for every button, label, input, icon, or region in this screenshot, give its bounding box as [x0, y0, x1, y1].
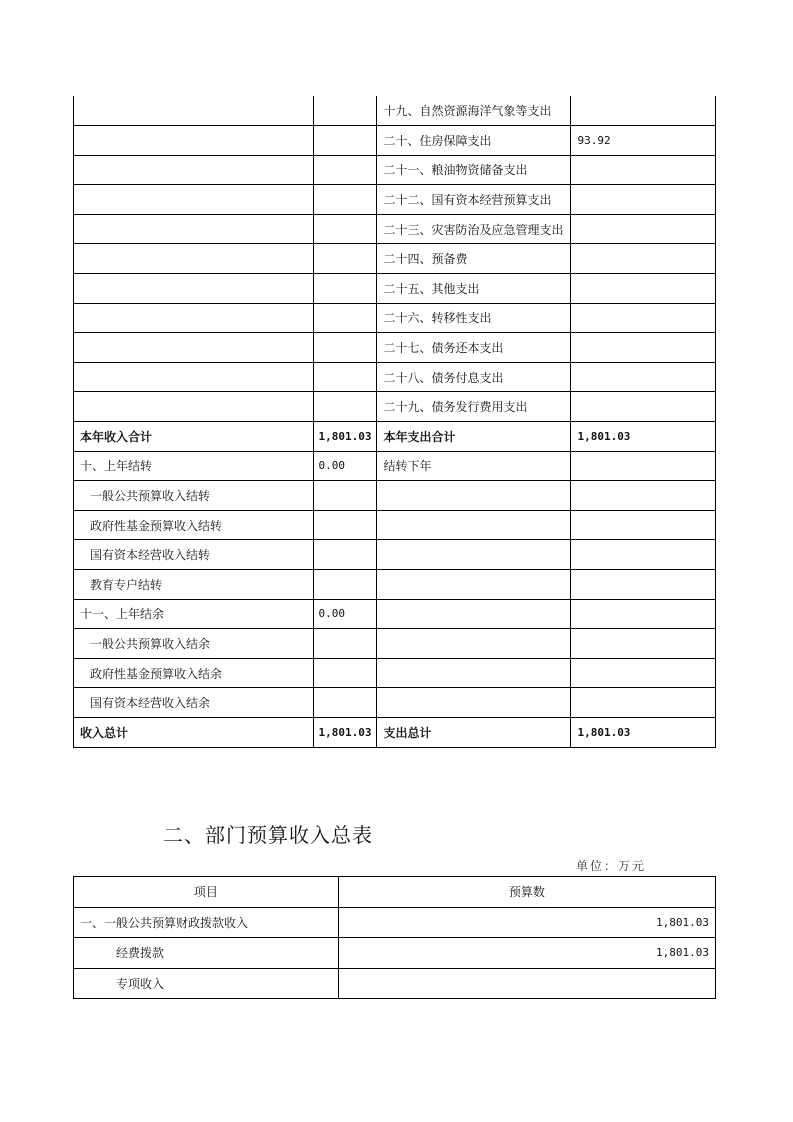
expense-item-cell: 二十二、国有资本经营预算支出 [377, 185, 571, 215]
expense-item-cell [377, 688, 571, 718]
table-row [74, 968, 716, 999]
income-item-cell [74, 244, 314, 274]
income-item-cell: 本年收入合计 [74, 422, 314, 452]
income-amount-cell [314, 185, 377, 215]
expense-item-cell [377, 599, 571, 629]
income-item-cell [74, 96, 314, 126]
expense-amount-cell [571, 570, 716, 600]
table-row-grand-total [74, 717, 716, 747]
expense-item-cell: 二十八、债务付息支出 [377, 362, 571, 392]
income-amount-cell [314, 244, 377, 274]
header-amount: 预算数 [338, 877, 715, 908]
table-row [74, 570, 716, 600]
expense-item-cell: 二十七、债务还本支出 [377, 333, 571, 363]
item-cell: 经费拨款 [74, 938, 339, 969]
expense-item-cell [377, 510, 571, 540]
expense-item-cell: 十九、自然资源海洋气象等支出 [377, 96, 571, 126]
income-item-cell [74, 333, 314, 363]
income-amount-cell [314, 362, 377, 392]
income-item-cell [74, 362, 314, 392]
table-row [74, 540, 716, 570]
expense-amount-cell: 93.92 [571, 126, 716, 156]
income-amount-cell [314, 303, 377, 333]
expense-amount-cell [571, 540, 716, 570]
income-item-cell: 十、上年结转 [74, 451, 314, 481]
expense-item-cell: 二十、住房保障支出 [377, 126, 571, 156]
expense-item-cell: 结转下年 [377, 451, 571, 481]
table-row [74, 155, 716, 185]
table-row [74, 599, 716, 629]
income-amount-cell [314, 570, 377, 600]
income-amount-cell [314, 510, 377, 540]
income-item-cell: 一般公共预算收入结余 [74, 629, 314, 659]
expense-item-cell: 本年支出合计 [377, 422, 571, 452]
income-amount-cell [314, 629, 377, 659]
item-cell: 专项收入 [74, 968, 339, 999]
expense-amount-cell [571, 392, 716, 422]
amount-cell: 1,801.03 [338, 907, 715, 938]
table-row [74, 938, 716, 969]
income-summary-table [73, 876, 716, 999]
expense-amount-cell [571, 214, 716, 244]
table-row [74, 333, 716, 363]
section-title: 二、部门预算收入总表 [163, 823, 373, 847]
income-amount-cell [314, 481, 377, 511]
table-row [74, 392, 716, 422]
expense-amount-cell [571, 96, 716, 126]
unit-label: 单位：万元 [576, 859, 647, 873]
expense-amount-cell [571, 481, 716, 511]
table-header-row [74, 877, 716, 908]
table-row [74, 96, 716, 126]
income-item-cell: 收入总计 [74, 717, 314, 747]
income-amount-cell [314, 96, 377, 126]
income-item-cell [74, 303, 314, 333]
income-amount-cell [314, 658, 377, 688]
table-row [74, 629, 716, 659]
expense-item-cell: 支出总计 [377, 717, 571, 747]
table-row [74, 481, 716, 511]
table-row [74, 362, 716, 392]
table-row [74, 510, 716, 540]
income-item-cell [74, 274, 314, 304]
income-amount-cell [314, 155, 377, 185]
expense-item-cell [377, 540, 571, 570]
income-item-cell: 教育专户结转 [74, 570, 314, 600]
expense-item-cell [377, 658, 571, 688]
item-cell: 一、一般公共预算财政拨款收入 [74, 907, 339, 938]
table-row [74, 126, 716, 156]
income-item-cell: 政府性基金预算收入结转 [74, 510, 314, 540]
table-row [74, 185, 716, 215]
expense-amount-cell [571, 362, 716, 392]
income-item-cell: 国有资本经营收入结余 [74, 688, 314, 718]
budget-summary-table [73, 96, 716, 748]
expense-amount-cell: 1,801.03 [571, 422, 716, 452]
expense-amount-cell [571, 451, 716, 481]
income-amount-cell [314, 688, 377, 718]
income-amount-cell [314, 392, 377, 422]
table-row [74, 658, 716, 688]
table-row-annual-total [74, 422, 716, 452]
expense-item-cell: 二十三、灾害防治及应急管理支出 [377, 214, 571, 244]
table-row [74, 274, 716, 304]
expense-amount-cell [571, 688, 716, 718]
income-item-cell: 政府性基金预算收入结余 [74, 658, 314, 688]
table-row [74, 303, 716, 333]
income-item-cell [74, 155, 314, 185]
expense-amount-cell [571, 274, 716, 304]
expense-amount-cell [571, 333, 716, 363]
income-amount-cell: 0.00 [314, 599, 377, 629]
expense-amount-cell [571, 658, 716, 688]
income-amount-cell [314, 274, 377, 304]
income-amount-cell: 1,801.03 [314, 422, 377, 452]
expense-amount-cell [571, 185, 716, 215]
income-amount-cell: 0.00 [314, 451, 377, 481]
income-amount-cell [314, 214, 377, 244]
income-item-cell: 十一、上年结余 [74, 599, 314, 629]
income-item-cell: 国有资本经营收入结转 [74, 540, 314, 570]
expense-item-cell: 二十四、预备费 [377, 244, 571, 274]
expense-amount-cell [571, 510, 716, 540]
expense-item-cell: 二十六、转移性支出 [377, 303, 571, 333]
expense-amount-cell: 1,801.03 [571, 717, 716, 747]
expense-amount-cell [571, 599, 716, 629]
table-row [74, 907, 716, 938]
expense-amount-cell [571, 155, 716, 185]
amount-cell: 1,801.03 [338, 938, 715, 969]
income-item-cell: 一般公共预算收入结转 [74, 481, 314, 511]
expense-amount-cell [571, 303, 716, 333]
expense-item-cell: 二十一、粮油物资储备支出 [377, 155, 571, 185]
income-item-cell [74, 392, 314, 422]
income-item-cell [74, 214, 314, 244]
income-item-cell [74, 126, 314, 156]
income-item-cell [74, 185, 314, 215]
expense-item-cell [377, 629, 571, 659]
table-row [74, 451, 716, 481]
income-amount-cell [314, 333, 377, 363]
expense-amount-cell [571, 629, 716, 659]
table-row [74, 244, 716, 274]
expense-item-cell: 二十五、其他支出 [377, 274, 571, 304]
expense-item-cell [377, 570, 571, 600]
expense-item-cell [377, 481, 571, 511]
expense-item-cell: 二十九、债务发行费用支出 [377, 392, 571, 422]
table-row [74, 688, 716, 718]
header-item: 项目 [74, 877, 339, 908]
income-amount-cell [314, 126, 377, 156]
amount-cell [338, 968, 715, 999]
income-amount-cell [314, 540, 377, 570]
table-row [74, 214, 716, 244]
expense-amount-cell [571, 244, 716, 274]
income-amount-cell: 1,801.03 [314, 717, 377, 747]
